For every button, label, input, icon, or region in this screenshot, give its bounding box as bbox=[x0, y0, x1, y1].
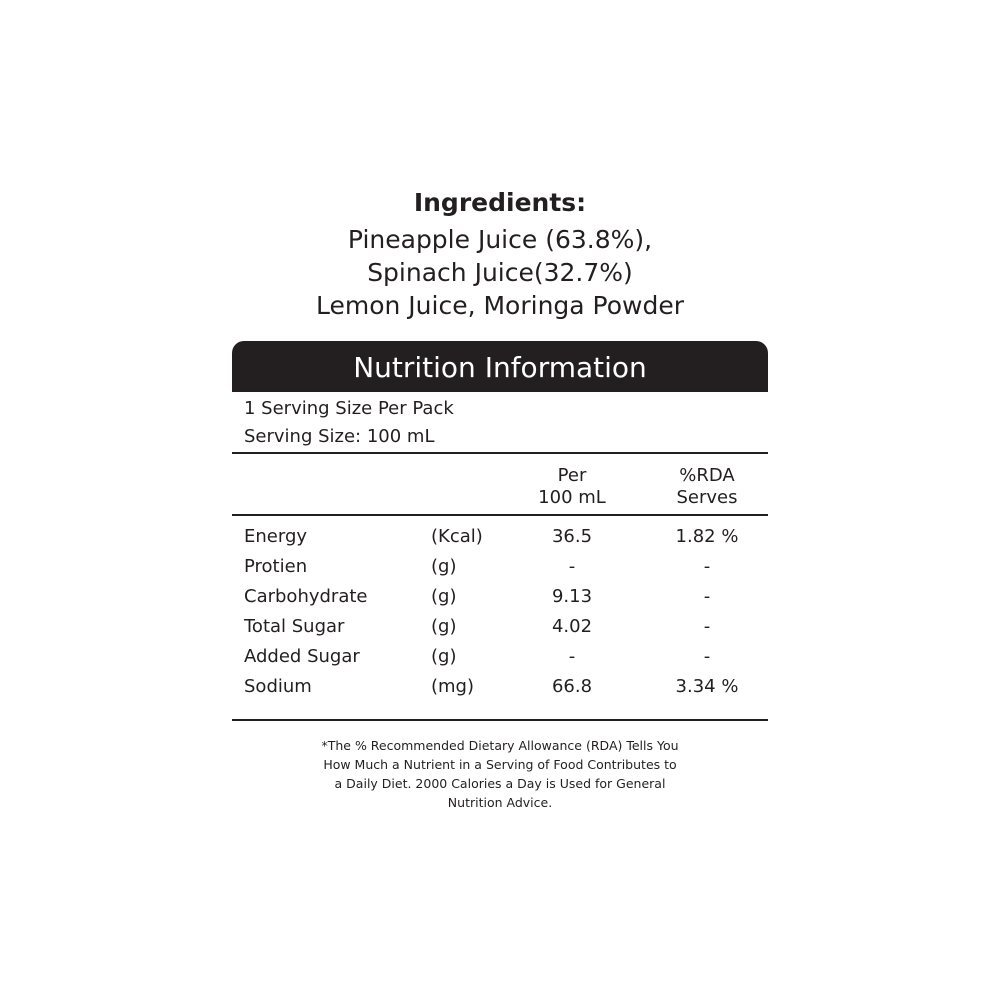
divider-top bbox=[232, 452, 768, 454]
nutrition-panel bbox=[232, 341, 768, 697]
nutrient-rda: 1.82 % bbox=[675, 526, 739, 547]
serving-per-pack: 1 Serving Size Per Pack bbox=[244, 398, 454, 419]
table-row bbox=[232, 522, 768, 552]
nutrient-name: Protien bbox=[244, 556, 308, 577]
column-header-per-line1: Per bbox=[557, 465, 587, 486]
rda-footnote bbox=[0, 736, 1000, 812]
nutrient-rda: - bbox=[703, 646, 711, 667]
table-row bbox=[232, 672, 768, 702]
nutrient-per-100ml: 9.13 bbox=[551, 586, 593, 607]
footnote-line: How Much a Nutrient in a Serving of Food Contributes to bbox=[323, 757, 677, 772]
ingredient-line: Lemon Juice, Moringa Powder bbox=[315, 291, 685, 320]
table-row bbox=[232, 582, 768, 612]
table-row bbox=[232, 642, 768, 672]
nutrient-per-100ml: - bbox=[568, 646, 576, 667]
nutrient-unit: (g) bbox=[431, 586, 457, 607]
table-row bbox=[232, 552, 768, 582]
nutrient-name: Added Sugar bbox=[244, 646, 360, 667]
nutrient-name: Sodium bbox=[244, 676, 312, 697]
footnote-line: *The % Recommended Dietary Allowance (RDA) Tells You bbox=[321, 738, 679, 753]
ingredient-line: Spinach Juice(32.7%) bbox=[367, 258, 633, 287]
column-header-rda-line1: %RDA bbox=[679, 465, 735, 486]
nutrient-per-100ml: - bbox=[568, 556, 576, 577]
nutrient-rda: - bbox=[703, 616, 711, 637]
footnote-line: Nutrition Advice. bbox=[447, 795, 553, 810]
nutrient-unit: (g) bbox=[431, 556, 457, 577]
footnote-line: a Daily Diet. 2000 Calories a Day is Used for General bbox=[334, 776, 666, 791]
column-header-per-line2: 100 mL bbox=[538, 487, 606, 508]
divider-bottom bbox=[232, 719, 768, 721]
ingredients-block bbox=[0, 183, 1000, 322]
serving-info bbox=[232, 395, 768, 451]
nutrition-header: Nutrition Information bbox=[232, 341, 768, 392]
nutrient-rda: - bbox=[703, 586, 711, 607]
nutrient-unit: (g) bbox=[431, 616, 457, 637]
nutrient-table bbox=[232, 522, 768, 702]
nutrient-name: Carbohydrate bbox=[244, 586, 368, 607]
ingredient-line: Pineapple Juice (63.8%), bbox=[347, 225, 653, 254]
nutrient-name: Energy bbox=[244, 526, 308, 547]
column-header-rda-line2: Serves bbox=[676, 487, 738, 508]
nutrient-rda: 3.34 % bbox=[675, 676, 739, 697]
serving-size: Serving Size: 100 mL bbox=[244, 426, 435, 447]
nutrient-unit: (g) bbox=[431, 646, 457, 667]
divider-header bbox=[232, 514, 768, 516]
nutrient-unit: (Kcal) bbox=[431, 526, 483, 547]
column-header-rda bbox=[647, 465, 767, 509]
nutrient-per-100ml: 4.02 bbox=[551, 616, 593, 637]
nutrient-per-100ml: 66.8 bbox=[551, 676, 593, 697]
column-header-per bbox=[512, 465, 632, 509]
nutrient-unit: (mg) bbox=[431, 676, 475, 697]
table-row bbox=[232, 612, 768, 642]
nutrient-name: Total Sugar bbox=[244, 616, 345, 637]
nutrient-rda: - bbox=[703, 556, 711, 577]
ingredients-title: Ingredients: bbox=[413, 188, 587, 217]
nutrient-per-100ml: 36.5 bbox=[551, 526, 593, 547]
